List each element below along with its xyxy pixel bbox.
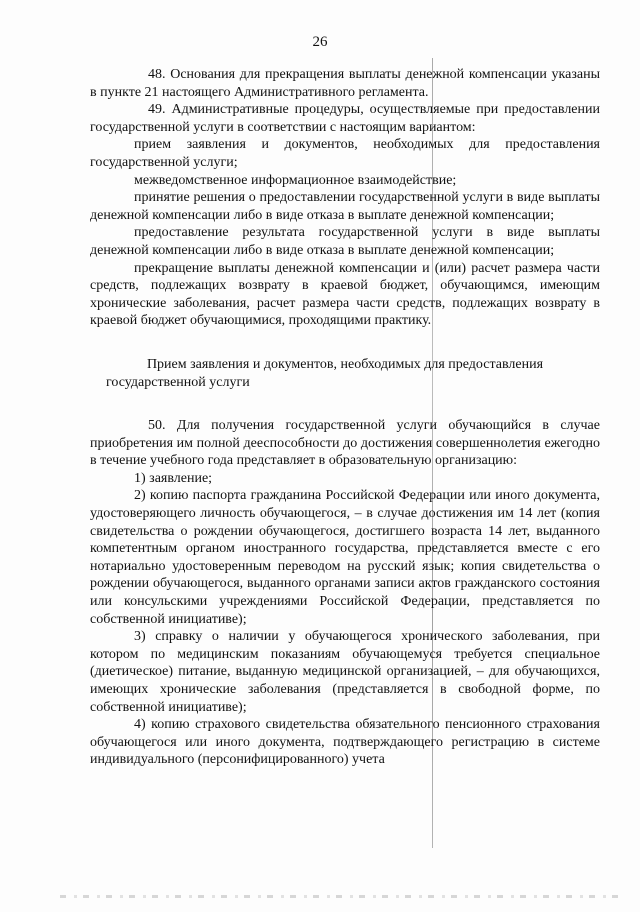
paragraph-48: 48. Основания для прекращения выплаты денежной компенсации указаны в пункте 21 настоящего Административного регламента.: [90, 67, 600, 100]
paragraph-49: 49. Административные процедуры, осуществляемые при предоставлении государственной услуги в соответствии с настоящим вариантом:: [90, 102, 600, 135]
page-number: 26: [312, 34, 328, 50]
procedure-item: принятие решения о предоставлении государственной услуги в виде выплаты денежной компенсации либо в виде отказа в выплате денежной компенсации;: [90, 190, 600, 223]
list-item: 3) справку о наличии у обучающегося хронического заболевания, при котором по медицинским показаниям обучающемуся требуется специальное (диетическое) питание, выданную медицинской организацией, – для обучающихся, имеющих хронические заболевания (представляется в свободной форме, по собственной инициативе);: [90, 629, 600, 715]
procedure-item: прекращение выплаты денежной компенсации и (или) расчет размера части средств, подлежащих возврату в краевой бюджет, обучающимся, имеющим хронические заболевания, расчет размера части средств, подлежащих возврату в краевой бюджет обучающимися, проходящими практику.: [90, 260, 600, 329]
procedure-item: межведомственное информационное взаимодействие;: [134, 172, 457, 188]
procedure-item: предоставление результата государственной услуги в виде выплаты денежной компенсации либо в виде отказа в выплате денежной компенсации;: [90, 225, 600, 258]
procedure-item: прием заявления и документов, необходимых для предоставления государственной услуги;: [90, 137, 600, 170]
list-item: 1) заявление;: [134, 470, 213, 486]
paragraph-50: 50. Для получения государственной услуги обучающийся в случае приобретения им полной дееспособности до достижения совершеннолетия ежегодно в течение учебного года представляет в образовательную организацию:: [90, 418, 600, 469]
document-body: [90, 66, 600, 769]
list-item: 2) копию паспорта гражданина Российской Федерации или иного документа, удостоверяющего личность обучающегося, – в случае достижения им 14 лет (копия свидетельства о рождении обучающегося, достигшего возраста 14 лет, выданного компетентным органом иностранного государства, представляется вместе с его нотариально удостоверенным переводом на русский язык; копия свидетельства о рождении обучающегося, выданного органами записи актов гражданского состояния или консульскими учреждениями Российской Федерации, представляется по собственной инициативе);: [90, 488, 600, 627]
scan-edge-artifact: [60, 895, 620, 898]
list-item: 4) копию страхового свидетельства обязательного пенсионного страхования обучающегося или иного документа, подтверждающего регистрацию в системе индивидуального (персонифицированного) учета: [90, 717, 600, 768]
section-heading: Прием заявления и документов, необходимых для предоставления государственной услуги: [106, 356, 544, 390]
